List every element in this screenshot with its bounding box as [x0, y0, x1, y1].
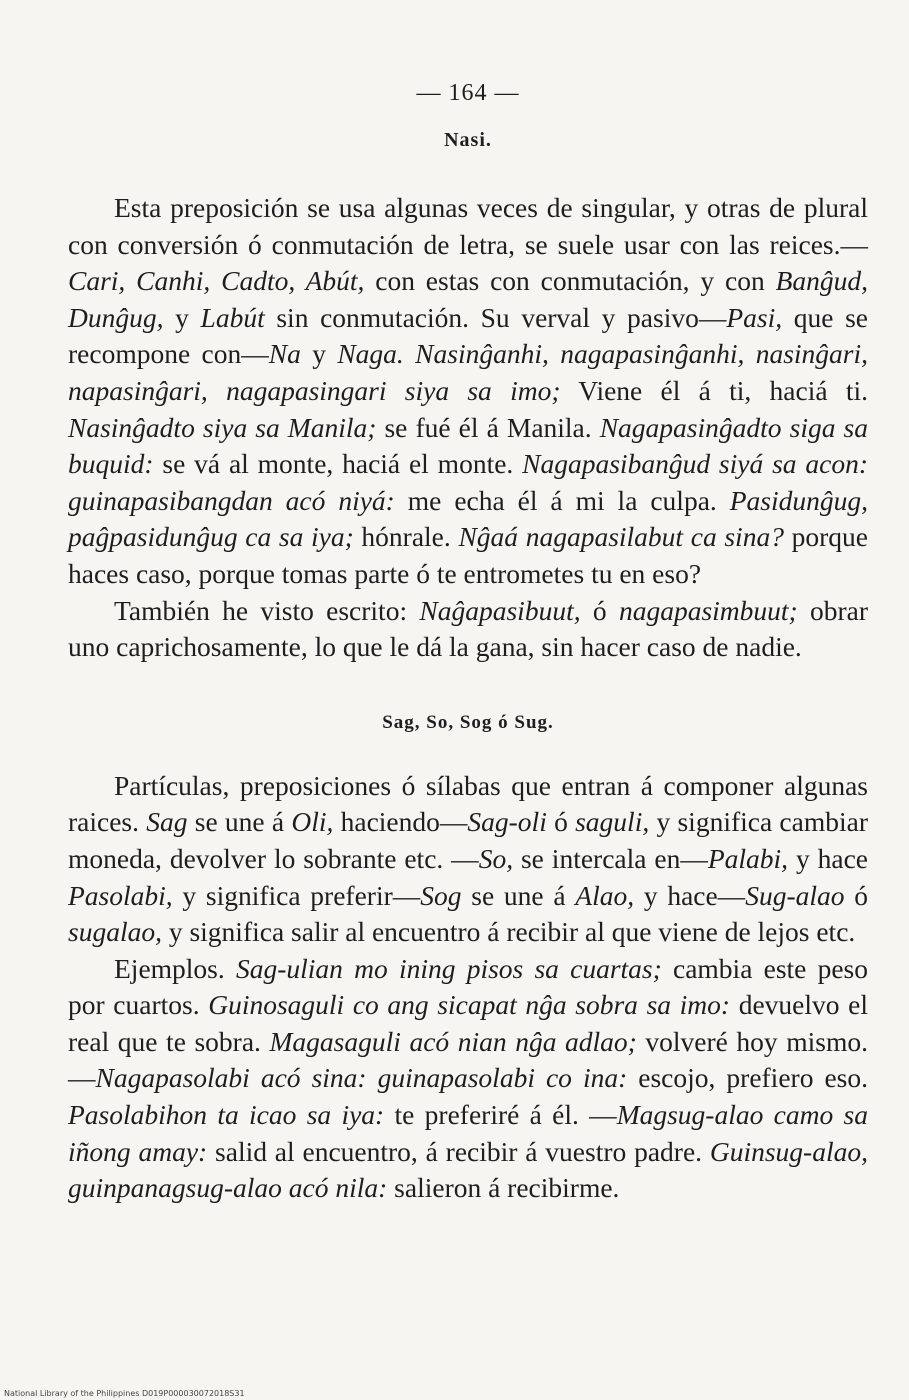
italic-run: Sag-oli — [467, 806, 547, 838]
section-heading-sag: Sag, So, Sog ó Sug. — [382, 711, 554, 733]
italic-run: Pasi, — [726, 301, 783, 333]
text-run: y — [300, 338, 338, 370]
text-run: devuelvo el real que te sobra. — [68, 989, 868, 1057]
italic-run: Sag-ulian mo ining pisos sa cuartas; — [235, 952, 662, 984]
book-page — [68, 80, 868, 1207]
text-run: te preferiré á él. — — [384, 1099, 617, 1131]
text-run: sin conmutación. Su verval y pasivo— — [264, 301, 727, 333]
italic-run: Nagapasibanĝud siyá sa acon: guinapasibangdan acó niyá: — [68, 448, 868, 516]
paragraph — [68, 190, 868, 593]
text-run: con estas con conmutación, y con — [364, 265, 776, 297]
italic-run: Naga. Nasinĝanhi, nagapasinĝanhi, nasinĝari, napasinĝari, nagapasingari siya sa imo; — [68, 338, 869, 406]
text-run: se vá al monte, haciá el monte. — [153, 448, 523, 480]
italic-run: Alao, — [575, 879, 635, 911]
italic-run: Labút — [200, 301, 265, 333]
italic-run: Naĝapasibuut, — [419, 594, 581, 626]
library-footer: National Library of the Philippines D019P000030072018S31 — [4, 1389, 245, 1398]
italic-run: Cari, Canhi, Cadto, Abút, — [68, 265, 365, 297]
italic-run: Magasaguli acó nian nĝa adlao; — [269, 1025, 637, 1057]
italic-run: Guinsug-alao, guinpanagsug-alao acó nila: — [68, 1135, 868, 1204]
text-run: obrar uno caprichosamente, lo que le dá la gana, sin hacer caso de nadie. — [68, 594, 869, 663]
italic-run: nagapasimbuut; — [618, 594, 798, 626]
text-run: hónrale. — [353, 521, 459, 553]
italic-run: Palabi, — [707, 842, 789, 874]
text-run: y — [163, 301, 201, 333]
text-run: volveré hoy mismo.— — [68, 1025, 868, 1094]
text-run: cambia este peso por cuartos. — [68, 952, 868, 1021]
text-run: salid al encuentro, á recibir á vuestro padre. — [207, 1135, 710, 1167]
italic-run: Oli, — [291, 806, 334, 838]
paragraph — [68, 768, 868, 951]
text-run: ó — [844, 879, 868, 911]
italic-run: Na — [268, 338, 301, 370]
italic-run: Nasinĝadto siya sa Manila; — [68, 411, 377, 443]
text-run: y hace — [788, 842, 868, 874]
text-run: Esta preposición se usa algunas veces de singular, y otras de plural con conversión ó conmutación de letra, se suele usar con las reices.— — [68, 192, 868, 260]
text-run: que se recompone con— — [68, 301, 868, 370]
italic-run: Pasidunĝug, paĝpasidunĝug ca sa iya; — [68, 484, 868, 553]
section-heading-nasi: Nasi. — [444, 129, 492, 151]
text-run: y significa preferir— — [172, 879, 421, 911]
text-run: y significa salir al encuentro á recibir al que viene de lejos etc. — [161, 916, 856, 948]
italic-run: Nagapasinĝadto siga sa buquid: — [68, 411, 868, 480]
text-run: me echa él á mi la culpa. — [394, 484, 730, 516]
italic-run: Pasolabihon ta icao sa iya: — [68, 1099, 385, 1131]
text-run: se une á — [187, 806, 292, 838]
text-run: Partículas, preposiciones ó sílabas que entran á componer algunas raices. — [68, 769, 868, 838]
text-run: y significa cambiar moneda, devolver lo sobrante etc. — — [68, 806, 868, 874]
italic-run: Guinosaguli co ang sicapat nĝa sobra sa imo: — [208, 989, 731, 1021]
text-run: ó — [580, 594, 619, 626]
italic-run: So, — [478, 842, 514, 874]
text-run: y hace— — [634, 879, 746, 911]
italic-run: sugalao, — [68, 916, 162, 948]
italic-run: Sag — [146, 806, 188, 838]
text-run: se une á — [461, 879, 576, 911]
text-run: porque haces caso, porque tomas parte ó te entrometes tu en eso? — [68, 521, 868, 589]
text-run: se fué él á Manila. — [376, 411, 600, 443]
text-run: Viene él á ti, haciá ti. — [560, 374, 868, 406]
italic-run: Nĝaá nagapasilabut ca sina? — [458, 521, 784, 553]
text-run: haciendo— — [333, 806, 468, 838]
italic-run: Nagapasolabi acó sina: guinapasolabi co ina: — [95, 1062, 628, 1094]
italic-run: Magsug-alao camo sa iñong amay: — [68, 1099, 868, 1167]
italic-run: Sog — [420, 879, 462, 911]
paragraph — [68, 593, 868, 666]
italic-run: Pasolabi, — [68, 879, 173, 911]
text-run: ó — [546, 806, 576, 838]
italic-run: saguli, — [575, 806, 650, 838]
text-run: escojo, prefiero eso. — [627, 1062, 868, 1094]
page-number: — 164 — — [416, 80, 520, 106]
text-run: se intercala en— — [513, 842, 708, 874]
italic-run: Banĝud, Dunĝug, — [68, 265, 868, 333]
italic-run: Sug-alao — [745, 879, 845, 911]
text-run: También he visto escrito: — [114, 594, 420, 626]
paragraph — [68, 951, 868, 1207]
text-run: salieron á recibirme. — [387, 1172, 620, 1204]
text-run: Ejemplos. — [114, 952, 236, 984]
